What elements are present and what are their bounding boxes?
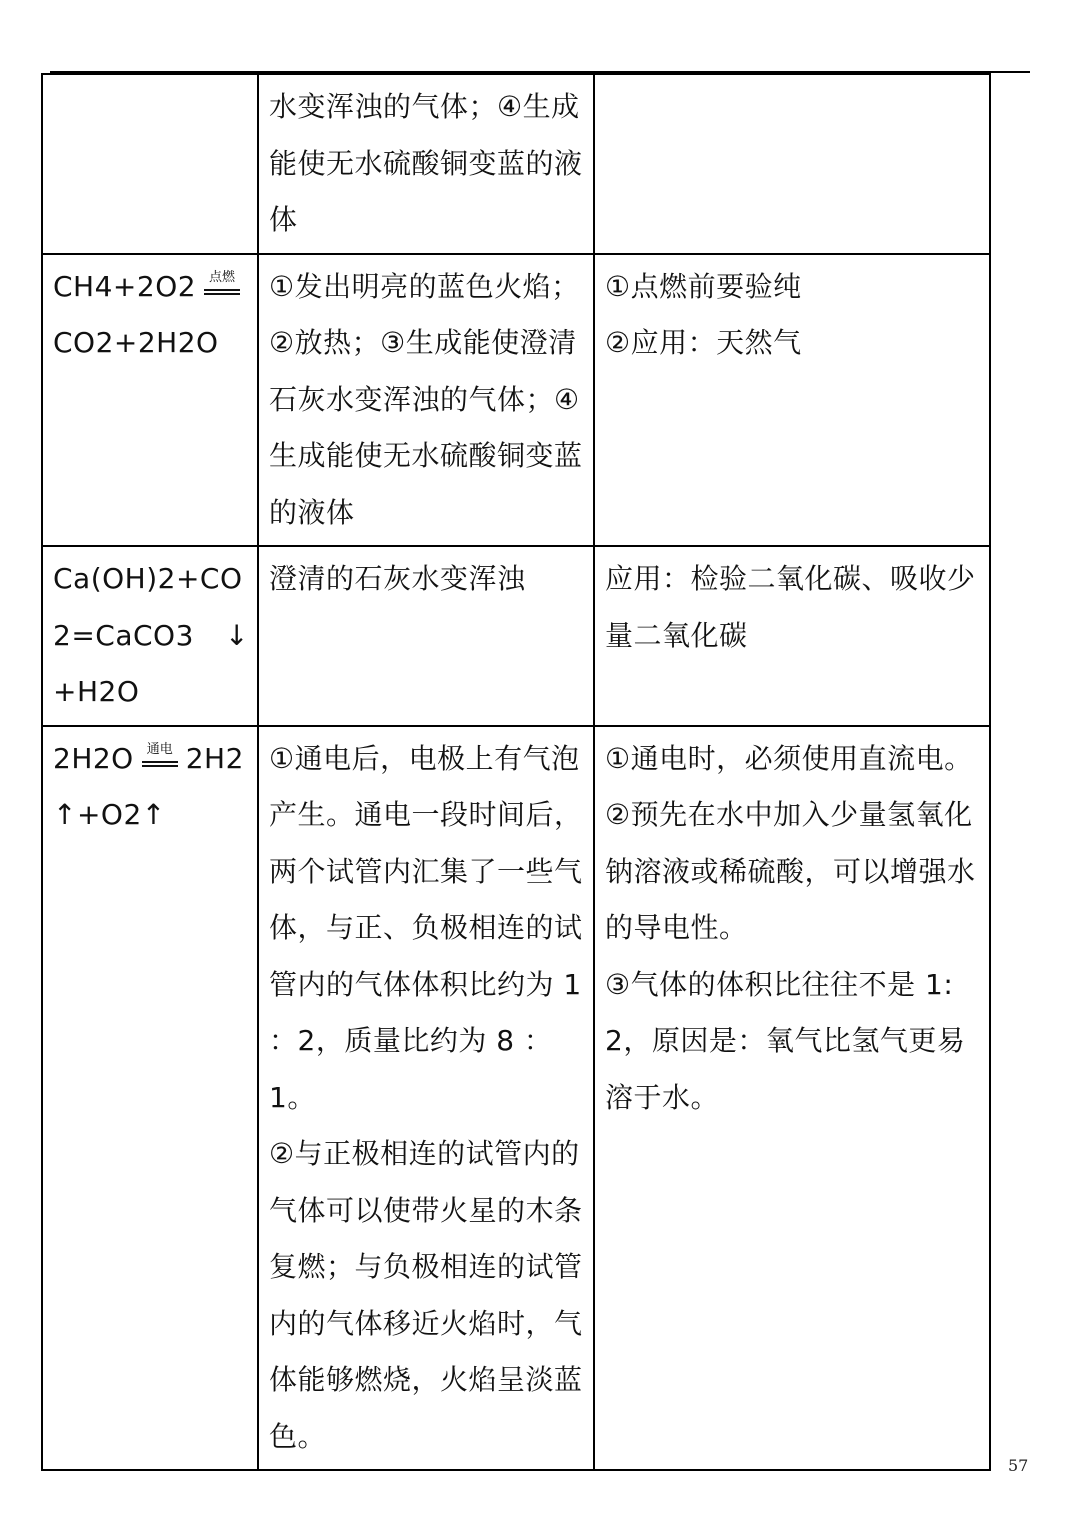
notes-cell (594, 726, 990, 1471)
note-item: ①点燃前要验纯 (605, 269, 802, 303)
equation-cell (42, 254, 258, 547)
equation-cell (42, 74, 258, 254)
equation-text: 2=CaCO3 (53, 618, 194, 652)
equation-products: 2H2↑+O2↑ (53, 741, 244, 831)
table-row (42, 546, 990, 726)
phenomenon-text: ①发出明亮的蓝色火焰；②放热；③生成能使澄清石灰水变浑浊的气体；④生成能使无水硫酸铜变蓝的液体 (269, 269, 583, 529)
note-item: ②应用：天然气 (605, 326, 802, 359)
phenomenon-cell (258, 74, 594, 254)
equation-line: +H2O (53, 675, 140, 708)
note-item: ③气体的体积比往往不是 1:2，原因是：氧气比氢气更易溶于水。 (605, 967, 966, 1114)
equation-reactants: 2H2O (53, 741, 134, 775)
phenomenon-text: 水变浑浊的气体；④生成能使无水硫酸铜变蓝的液体 (269, 90, 583, 236)
equation-cell (42, 726, 258, 1471)
notes-cell (594, 546, 990, 726)
precipitate-arrow: ↓ (225, 618, 249, 652)
phenomenon-text: 澄清的石灰水变浑浊 (269, 562, 526, 595)
phenomenon-cell (258, 726, 594, 1471)
equation-cell (42, 546, 258, 726)
note-item: 应用：检验二氧化碳、吸收少量二氧化碳 (605, 562, 976, 652)
phenomenon-text: ②与正极相连的试管内的气体可以使带火星的木条复燃；与负极相连的试管内的气体移近火焰时，气体能够燃烧，火焰呈淡蓝色。 (269, 1137, 583, 1453)
equation-line: Ca(OH)2+CO (53, 562, 243, 595)
note-item: ①通电时，必须使用直流电。 (605, 741, 973, 775)
page-number: 57 (1008, 1456, 1029, 1475)
phenomenon-cell (258, 254, 594, 547)
table-row (42, 74, 990, 254)
table-row (42, 726, 990, 1471)
equals-sign (204, 289, 240, 295)
chemistry-table (41, 73, 991, 1471)
equation-line (53, 608, 249, 665)
note-item: ②预先在水中加入少量氢氧化钠溶液或稀硫酸，可以增强水的导电性。 (605, 798, 976, 944)
equation-reactants: CH4+2O2 (53, 269, 197, 303)
reaction-condition (140, 742, 180, 778)
phenomenon-cell (258, 546, 594, 726)
reaction-condition (202, 270, 242, 306)
notes-cell (594, 254, 990, 547)
equals-sign (142, 761, 178, 767)
condition-label: 点燃 (209, 269, 236, 285)
phenomenon-text: ①通电后，电极上有气泡产生。通电一段时间后，两个试管内汇集了一些气体，与正、负极相连的试管内的气体体积比约为 1 ：2，质量比约为 8 ：1。 (269, 741, 583, 1114)
table-row (42, 254, 990, 547)
condition-label: 通电 (146, 741, 173, 757)
notes-cell (594, 74, 990, 254)
equation-products: CO2+2H2O (53, 326, 219, 359)
